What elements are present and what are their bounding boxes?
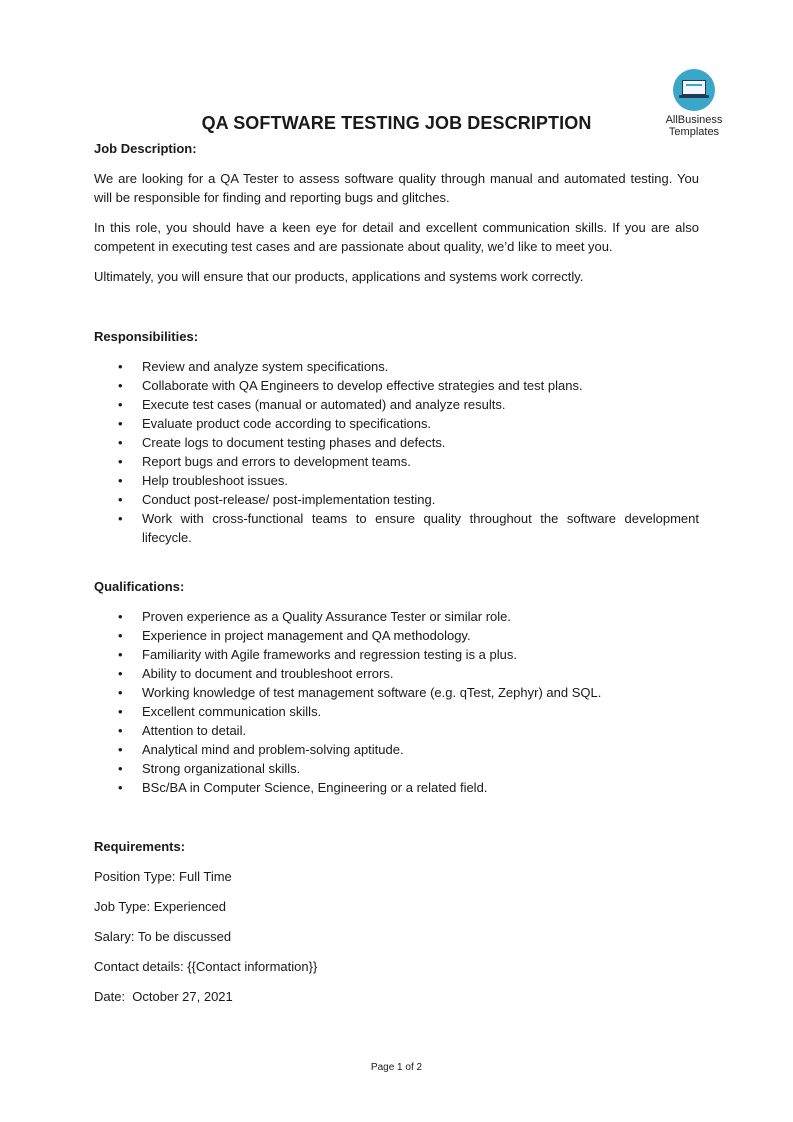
job-description-paragraph-2: In this role, you should have a keen eye for detail and excellent communication skills. If you are also competent in executing test cases and are passionate about quality, we’d like to meet you. (94, 220, 699, 254)
list-item: • Strong organizational skills. (118, 761, 301, 776)
list-item: • BSc/BA in Computer Science, Engineering or a related field. (118, 780, 488, 795)
list-item: • Evaluate product code according to specifications. (118, 416, 432, 431)
job-type: Job Type: Experienced (94, 899, 227, 914)
bullet-icon: • (118, 397, 123, 412)
list-item: • Review and analyze system specifications. (118, 359, 389, 374)
list-item: • Execute test cases (manual or automated) and analyze results. (118, 397, 506, 412)
requirements-heading: Requirements: (94, 839, 186, 854)
laptop-icon (673, 69, 715, 111)
list-item: • Collaborate with QA Engineers to develop effective strategies and test plans. (118, 378, 583, 393)
position-type: Position Type: Full Time (94, 869, 232, 884)
list-item: • Working knowledge of test management software (e.g. qTest, Zephyr) and SQL. (118, 685, 602, 700)
list-item: • Work with cross-functional teams to ensure quality throughout the software development lifecycle. (118, 511, 699, 545)
bullet-icon: • (118, 492, 123, 507)
bullet-icon: • (118, 416, 123, 431)
list-item: • Create logs to document testing phases and defects. (118, 435, 446, 450)
date: Date: October 27, 2021 (94, 989, 233, 1004)
list-item: • Conduct post-release/ post-implementation testing. (118, 492, 436, 507)
list-item: • Experience in project management and QA methodology. (118, 628, 471, 643)
list-item: • Proven experience as a Quality Assurance Tester or similar role. (118, 609, 511, 624)
bullet-icon: • (118, 511, 123, 526)
bullet-icon: • (118, 742, 123, 757)
bullet-icon: • (118, 473, 123, 488)
bullet-icon: • (118, 761, 123, 776)
contact-details: Contact details: {{Contact information}} (94, 959, 318, 974)
bullet-icon: • (118, 666, 123, 681)
list-item: • Help troubleshoot issues. (118, 473, 288, 488)
salary: Salary: To be discussed (94, 929, 232, 944)
bullet-icon: • (118, 378, 123, 393)
list-item: • Familiarity with Agile frameworks and regression testing is a plus. (118, 647, 517, 662)
bullet-icon: • (118, 780, 123, 795)
qualifications-list (94, 607, 699, 797)
bullet-icon: • (118, 723, 123, 738)
logo-text-line1: AllBusiness (665, 114, 723, 126)
job-description-paragraph-3: Ultimately, you will ensure that our products, applications and systems work correctly. (94, 269, 584, 284)
bullet-icon: • (118, 685, 123, 700)
list-item: • Ability to document and troubleshoot errors. (118, 666, 394, 681)
page-number: Page 1 of 2 (370, 1062, 423, 1073)
bullet-icon: • (118, 359, 123, 374)
bullet-icon: • (118, 647, 123, 662)
bullet-icon: • (118, 704, 123, 719)
list-item: • Attention to detail. (118, 723, 247, 738)
logo-text-line2: Templates (668, 126, 720, 138)
bullet-icon: • (118, 435, 123, 450)
bullet-icon: • (118, 628, 123, 643)
bullet-icon: • (118, 454, 123, 469)
job-description-heading: Job Description: (94, 141, 197, 156)
job-description-paragraph-1: We are looking for a QA Tester to assess software quality through manual and automated testing. You will be responsible for finding and reporting bugs and glitches. (94, 171, 699, 205)
qualifications-heading: Qualifications: (94, 579, 185, 594)
list-item: • Report bugs and errors to development teams. (118, 454, 411, 469)
responsibilities-heading: Responsibilities: (94, 329, 199, 344)
bullet-icon: • (118, 609, 123, 624)
document-body (94, 139, 699, 1006)
responsibilities-list (94, 357, 699, 547)
list-item: • Excellent communication skills. (118, 704, 322, 719)
list-item: • Analytical mind and problem-solving aptitude. (118, 742, 404, 757)
document-title: QA SOFTWARE TESTING JOB DESCRIPTION (201, 113, 592, 133)
